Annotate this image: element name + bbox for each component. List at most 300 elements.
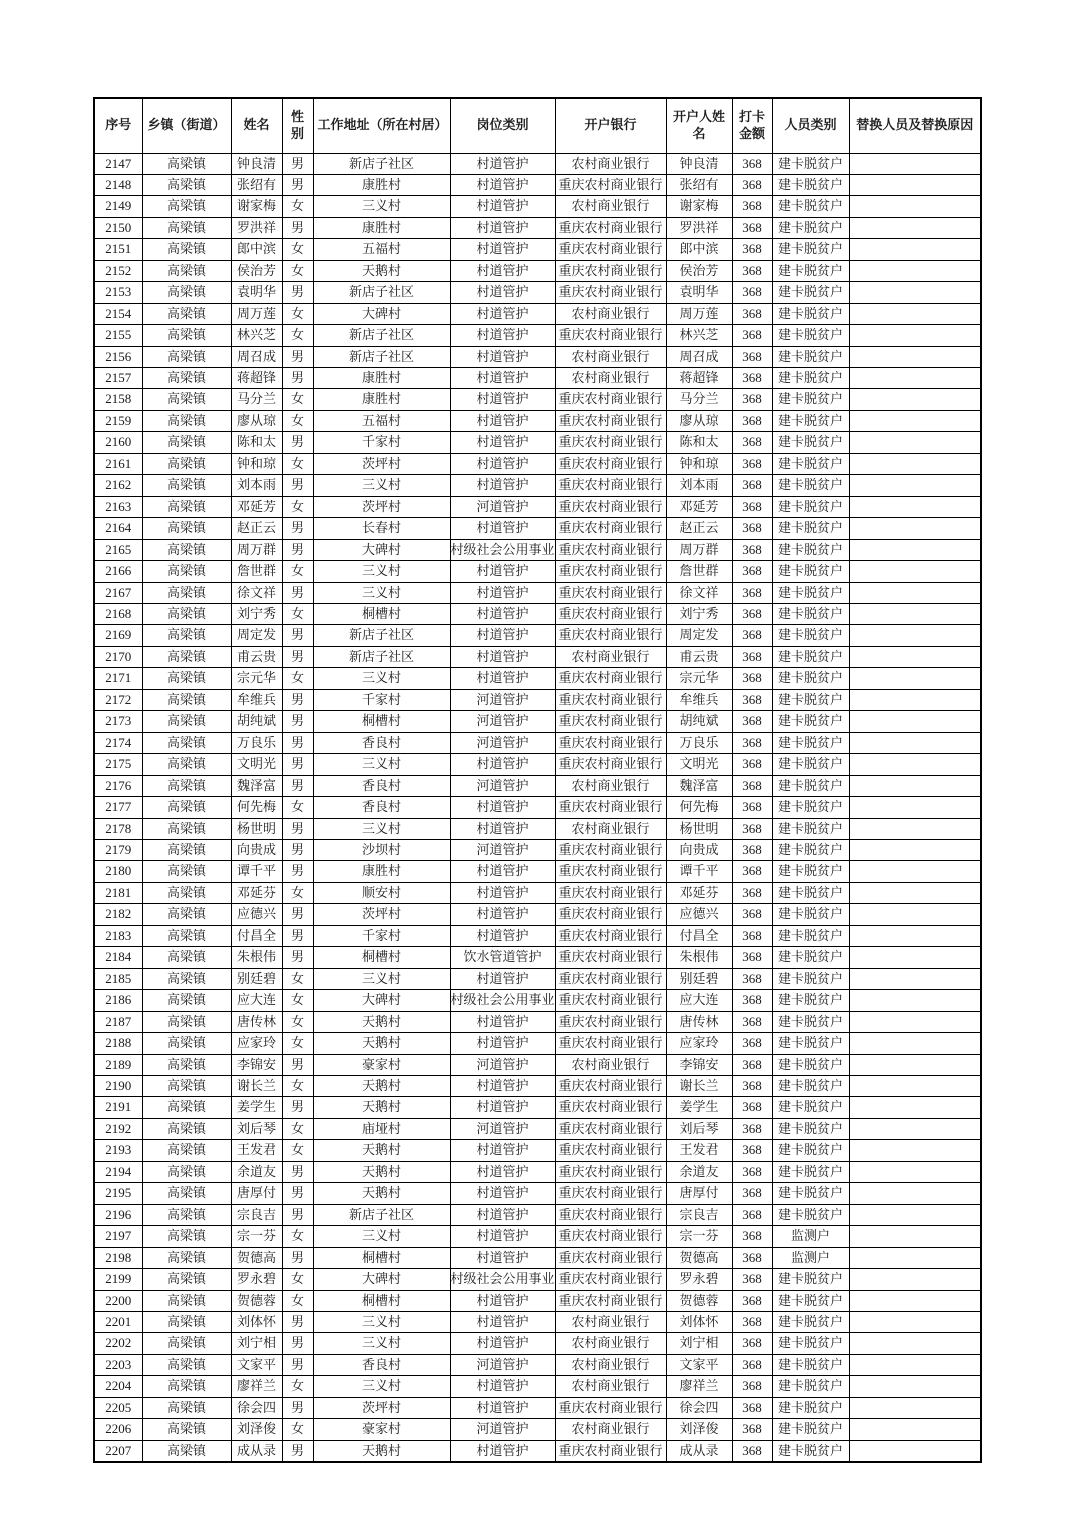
cell-bank: 农村商业银行 (555, 1311, 666, 1332)
cell-gender: 女 (282, 196, 313, 217)
cell-amount: 368 (732, 754, 772, 775)
table-row (94, 818, 981, 839)
cell-serial: 2182 (94, 904, 142, 925)
cell-name: 袁明华 (231, 282, 282, 303)
cell-person_type: 建卡脱贫户 (772, 174, 849, 195)
cell-person_type: 建卡脱贫户 (772, 1161, 849, 1182)
cell-account_name: 徐文祥 (666, 582, 732, 603)
cell-bank: 重庆农村商业银行 (555, 797, 666, 818)
cell-gender: 男 (282, 432, 313, 453)
cell-replacement (849, 925, 981, 946)
cell-gender: 女 (282, 990, 313, 1011)
cell-post_type: 河道管护 (450, 775, 555, 796)
cell-gender: 男 (282, 861, 313, 882)
cell-account_name: 邓延芳 (666, 496, 732, 517)
cell-person_type: 建卡脱贫户 (772, 1011, 849, 1032)
cell-township: 高梁镇 (142, 1397, 231, 1418)
cell-post_type: 村道管护 (450, 239, 555, 260)
cell-replacement (849, 1011, 981, 1032)
cell-amount: 368 (732, 711, 772, 732)
cell-post_type: 村道管护 (450, 410, 555, 431)
cell-gender: 女 (282, 1290, 313, 1311)
cell-gender: 男 (282, 646, 313, 667)
cell-account_name: 牟维兵 (666, 689, 732, 710)
cell-work_address: 三义村 (313, 1226, 450, 1247)
table-row (94, 1054, 981, 1075)
cell-serial: 2162 (94, 475, 142, 496)
table-row (94, 1118, 981, 1139)
cell-account_name: 杨世明 (666, 818, 732, 839)
cell-bank: 农村商业银行 (555, 1419, 666, 1440)
cell-name: 詹世群 (231, 561, 282, 582)
cell-person_type: 建卡脱贫户 (772, 1290, 849, 1311)
table-row (94, 196, 981, 217)
cell-replacement (849, 1204, 981, 1225)
cell-gender: 男 (282, 282, 313, 303)
cell-replacement (849, 1118, 981, 1139)
cell-bank: 农村商业银行 (555, 775, 666, 796)
cell-township: 高梁镇 (142, 861, 231, 882)
cell-township: 高梁镇 (142, 925, 231, 946)
cell-bank: 重庆农村商业银行 (555, 1290, 666, 1311)
table-row (94, 904, 981, 925)
cell-bank: 重庆农村商业银行 (555, 539, 666, 560)
cell-bank: 重庆农村商业银行 (555, 882, 666, 903)
cell-account_name: 胡纯斌 (666, 711, 732, 732)
cell-post_type: 村道管护 (450, 904, 555, 925)
cell-name: 宗元华 (231, 668, 282, 689)
cell-person_type: 建卡脱贫户 (772, 689, 849, 710)
cell-post_type: 村道管护 (450, 368, 555, 389)
cell-amount: 368 (732, 818, 772, 839)
cell-work_address: 康胜村 (313, 174, 450, 195)
cell-serial: 2194 (94, 1161, 142, 1182)
cell-bank: 重庆农村商业银行 (555, 732, 666, 753)
table-row (94, 840, 981, 861)
cell-gender: 女 (282, 1033, 313, 1054)
cell-name: 向贵成 (231, 840, 282, 861)
cell-replacement (849, 668, 981, 689)
cell-amount: 368 (732, 1033, 772, 1054)
cell-work_address: 三义村 (313, 968, 450, 989)
cell-township: 高梁镇 (142, 904, 231, 925)
cell-person_type: 建卡脱贫户 (772, 196, 849, 217)
cell-amount: 368 (732, 1183, 772, 1204)
cell-bank: 农村商业银行 (555, 368, 666, 389)
cell-account_name: 周召成 (666, 346, 732, 367)
cell-serial: 2179 (94, 840, 142, 861)
cell-bank: 农村商业银行 (555, 818, 666, 839)
cell-amount: 368 (732, 282, 772, 303)
cell-gender: 男 (282, 947, 313, 968)
cell-work_address: 茨坪村 (313, 1397, 450, 1418)
cell-serial: 2186 (94, 990, 142, 1011)
cell-account_name: 唐厚付 (666, 1183, 732, 1204)
table-row (94, 346, 981, 367)
cell-person_type: 建卡脱贫户 (772, 904, 849, 925)
cell-township: 高梁镇 (142, 518, 231, 539)
cell-account_name: 何先梅 (666, 797, 732, 818)
cell-account_name: 王发君 (666, 1140, 732, 1161)
cell-account_name: 廖从琼 (666, 410, 732, 431)
cell-name: 甫云贵 (231, 646, 282, 667)
column-header-gender: 性别 (282, 98, 313, 153)
table-row (94, 1333, 981, 1354)
cell-name: 魏泽富 (231, 775, 282, 796)
cell-post_type: 村道管护 (450, 818, 555, 839)
cell-township: 高梁镇 (142, 453, 231, 474)
cell-person_type: 建卡脱贫户 (772, 389, 849, 410)
cell-post_type: 村道管护 (450, 389, 555, 410)
cell-name: 别廷碧 (231, 968, 282, 989)
cell-gender: 男 (282, 1183, 313, 1204)
cell-person_type: 建卡脱贫户 (772, 797, 849, 818)
cell-work_address: 顺安村 (313, 882, 450, 903)
cell-work_address: 茨坪村 (313, 904, 450, 925)
cell-replacement (849, 1354, 981, 1375)
cell-amount: 368 (732, 539, 772, 560)
cell-person_type: 建卡脱贫户 (772, 153, 849, 174)
cell-replacement (849, 475, 981, 496)
cell-post_type: 村道管护 (450, 1140, 555, 1161)
cell-bank: 农村商业银行 (555, 196, 666, 217)
table-row (94, 260, 981, 281)
cell-work_address: 天鹅村 (313, 1140, 450, 1161)
table-row (94, 1226, 981, 1247)
cell-replacement (849, 496, 981, 517)
cell-replacement (849, 625, 981, 646)
cell-township: 高梁镇 (142, 1075, 231, 1096)
cell-serial: 2190 (94, 1075, 142, 1096)
cell-work_address: 香良村 (313, 797, 450, 818)
cell-replacement (849, 1440, 981, 1462)
cell-replacement (849, 754, 981, 775)
cell-serial: 2148 (94, 174, 142, 195)
cell-serial: 2200 (94, 1290, 142, 1311)
cell-township: 高梁镇 (142, 1354, 231, 1375)
cell-gender: 男 (282, 904, 313, 925)
cell-gender: 女 (282, 303, 313, 324)
cell-name: 刘宁秀 (231, 604, 282, 625)
cell-amount: 368 (732, 453, 772, 474)
cell-work_address: 新店子社区 (313, 325, 450, 346)
cell-serial: 2164 (94, 518, 142, 539)
cell-township: 高梁镇 (142, 303, 231, 324)
cell-name: 徐会四 (231, 1397, 282, 1418)
table-row (94, 453, 981, 474)
cell-gender: 女 (282, 1269, 313, 1290)
table-row (94, 174, 981, 195)
table-row (94, 1440, 981, 1462)
cell-replacement (849, 1247, 981, 1268)
table-row (94, 968, 981, 989)
cell-post_type: 村道管护 (450, 153, 555, 174)
cell-name: 周定发 (231, 625, 282, 646)
cell-amount: 368 (732, 153, 772, 174)
cell-name: 朱根伟 (231, 947, 282, 968)
cell-name: 贺德蓉 (231, 1290, 282, 1311)
cell-township: 高梁镇 (142, 947, 231, 968)
cell-gender: 女 (282, 668, 313, 689)
cell-gender: 男 (282, 711, 313, 732)
cell-name: 周召成 (231, 346, 282, 367)
cell-gender: 男 (282, 153, 313, 174)
table-row (94, 1290, 981, 1311)
column-header-replacement: 替换人员及替换原因 (849, 98, 981, 153)
cell-bank: 重庆农村商业银行 (555, 410, 666, 431)
cell-work_address: 五福村 (313, 239, 450, 260)
cell-replacement (849, 174, 981, 195)
cell-name: 蒋超锋 (231, 368, 282, 389)
cell-township: 高梁镇 (142, 732, 231, 753)
cell-township: 高梁镇 (142, 882, 231, 903)
cell-amount: 368 (732, 925, 772, 946)
cell-post_type: 村道管护 (450, 260, 555, 281)
table-row (94, 1354, 981, 1375)
cell-account_name: 宗良吉 (666, 1204, 732, 1225)
cell-amount: 368 (732, 797, 772, 818)
cell-serial: 2178 (94, 818, 142, 839)
cell-serial: 2172 (94, 689, 142, 710)
cell-post_type: 村道管护 (450, 1247, 555, 1268)
cell-work_address: 天鹅村 (313, 1011, 450, 1032)
cell-replacement (849, 389, 981, 410)
cell-work_address: 天鹅村 (313, 1097, 450, 1118)
cell-gender: 女 (282, 968, 313, 989)
cell-gender: 男 (282, 1397, 313, 1418)
table-row (94, 668, 981, 689)
cell-township: 高梁镇 (142, 325, 231, 346)
cell-post_type: 村道管护 (450, 1376, 555, 1397)
cell-replacement (849, 1226, 981, 1247)
cell-township: 高梁镇 (142, 539, 231, 560)
cell-township: 高梁镇 (142, 389, 231, 410)
cell-work_address: 三义村 (313, 1333, 450, 1354)
cell-account_name: 谭千平 (666, 861, 732, 882)
cell-post_type: 村道管护 (450, 1311, 555, 1332)
cell-bank: 重庆农村商业银行 (555, 582, 666, 603)
cell-bank: 重庆农村商业银行 (555, 174, 666, 195)
cell-post_type: 村级社会公用事业 (450, 1269, 555, 1290)
cell-person_type: 建卡脱贫户 (772, 646, 849, 667)
cell-amount: 368 (732, 325, 772, 346)
cell-amount: 368 (732, 389, 772, 410)
cell-replacement (849, 646, 981, 667)
cell-bank: 重庆农村商业银行 (555, 1011, 666, 1032)
cell-account_name: 魏泽富 (666, 775, 732, 796)
cell-replacement (849, 153, 981, 174)
cell-gender: 女 (282, 1075, 313, 1096)
table-row (94, 475, 981, 496)
table-head (94, 98, 981, 153)
cell-bank: 农村商业银行 (555, 1376, 666, 1397)
cell-work_address: 天鹅村 (313, 1161, 450, 1182)
cell-township: 高梁镇 (142, 582, 231, 603)
cell-name: 余道友 (231, 1161, 282, 1182)
cell-bank: 重庆农村商业银行 (555, 260, 666, 281)
cell-serial: 2165 (94, 539, 142, 560)
cell-serial: 2173 (94, 711, 142, 732)
cell-work_address: 千家村 (313, 689, 450, 710)
cell-amount: 368 (732, 1397, 772, 1418)
cell-serial: 2149 (94, 196, 142, 217)
cell-post_type: 村级社会公用事业 (450, 990, 555, 1011)
cell-replacement (849, 1161, 981, 1182)
cell-amount: 368 (732, 1269, 772, 1290)
table-row (94, 1397, 981, 1418)
table-row (94, 732, 981, 753)
cell-work_address: 豪家村 (313, 1054, 450, 1075)
cell-bank: 重庆农村商业银行 (555, 1397, 666, 1418)
cell-work_address: 三义村 (313, 196, 450, 217)
cell-bank: 重庆农村商业银行 (555, 453, 666, 474)
cell-gender: 女 (282, 453, 313, 474)
cell-bank: 重庆农村商业银行 (555, 432, 666, 453)
table-row (94, 1419, 981, 1440)
cell-gender: 男 (282, 1354, 313, 1375)
cell-replacement (849, 325, 981, 346)
cell-gender: 男 (282, 582, 313, 603)
cell-name: 文明光 (231, 754, 282, 775)
cell-replacement (849, 882, 981, 903)
cell-serial: 2197 (94, 1226, 142, 1247)
header-row (94, 98, 981, 153)
cell-amount: 368 (732, 861, 772, 882)
cell-account_name: 陈和太 (666, 432, 732, 453)
cell-account_name: 林兴芝 (666, 325, 732, 346)
cell-account_name: 姜学生 (666, 1097, 732, 1118)
cell-work_address: 桐槽村 (313, 711, 450, 732)
cell-post_type: 村道管护 (450, 561, 555, 582)
cell-account_name: 万良乐 (666, 732, 732, 753)
cell-gender: 女 (282, 1419, 313, 1440)
cell-person_type: 建卡脱贫户 (772, 368, 849, 389)
cell-serial: 2175 (94, 754, 142, 775)
cell-name: 唐厚付 (231, 1183, 282, 1204)
cell-gender: 女 (282, 604, 313, 625)
cell-replacement (849, 539, 981, 560)
cell-post_type: 村道管护 (450, 604, 555, 625)
cell-amount: 368 (732, 1354, 772, 1375)
cell-amount: 368 (732, 1333, 772, 1354)
cell-amount: 368 (732, 496, 772, 517)
table-row (94, 990, 981, 1011)
cell-gender: 女 (282, 410, 313, 431)
cell-replacement (849, 775, 981, 796)
cell-amount: 368 (732, 410, 772, 431)
cell-serial: 2205 (94, 1397, 142, 1418)
cell-bank: 重庆农村商业银行 (555, 1183, 666, 1204)
cell-post_type: 河道管护 (450, 1118, 555, 1139)
cell-bank: 重庆农村商业银行 (555, 1440, 666, 1462)
cell-bank: 重庆农村商业银行 (555, 475, 666, 496)
cell-work_address: 千家村 (313, 925, 450, 946)
cell-township: 高梁镇 (142, 1226, 231, 1247)
cell-gender: 男 (282, 346, 313, 367)
table-row (94, 217, 981, 238)
cell-account_name: 刘后琴 (666, 1118, 732, 1139)
cell-person_type: 建卡脱贫户 (772, 1333, 849, 1354)
cell-replacement (849, 1290, 981, 1311)
cell-account_name: 刘泽俊 (666, 1419, 732, 1440)
table-row (94, 432, 981, 453)
cell-township: 高梁镇 (142, 689, 231, 710)
cell-name: 王发君 (231, 1140, 282, 1161)
cell-amount: 368 (732, 368, 772, 389)
cell-account_name: 唐传林 (666, 1011, 732, 1032)
column-header-work_address: 工作地址（所在村居） (313, 98, 450, 153)
cell-bank: 重庆农村商业银行 (555, 604, 666, 625)
cell-account_name: 罗洪祥 (666, 217, 732, 238)
table-row (94, 1033, 981, 1054)
cell-serial: 2150 (94, 217, 142, 238)
cell-person_type: 建卡脱贫户 (772, 1097, 849, 1118)
cell-serial: 2196 (94, 1204, 142, 1225)
cell-serial: 2154 (94, 303, 142, 324)
cell-serial: 2191 (94, 1097, 142, 1118)
cell-person_type: 建卡脱贫户 (772, 561, 849, 582)
cell-township: 高梁镇 (142, 1161, 231, 1182)
cell-work_address: 香良村 (313, 775, 450, 796)
cell-account_name: 刘宁相 (666, 1333, 732, 1354)
cell-name: 成从录 (231, 1440, 282, 1462)
cell-account_name: 贺德高 (666, 1247, 732, 1268)
cell-replacement (849, 453, 981, 474)
cell-post_type: 河道管护 (450, 1419, 555, 1440)
cell-serial: 2176 (94, 775, 142, 796)
cell-bank: 重庆农村商业银行 (555, 668, 666, 689)
cell-person_type: 建卡脱贫户 (772, 346, 849, 367)
cell-work_address: 康胜村 (313, 389, 450, 410)
cell-post_type: 村道管护 (450, 475, 555, 496)
cell-work_address: 千家村 (313, 432, 450, 453)
cell-gender: 男 (282, 775, 313, 796)
cell-account_name: 廖祥兰 (666, 1376, 732, 1397)
cell-work_address: 大碑村 (313, 539, 450, 560)
cell-gender: 男 (282, 754, 313, 775)
cell-account_name: 应大连 (666, 990, 732, 1011)
cell-work_address: 新店子社区 (313, 646, 450, 667)
cell-gender: 男 (282, 625, 313, 646)
cell-post_type: 村道管护 (450, 346, 555, 367)
cell-township: 高梁镇 (142, 1011, 231, 1032)
cell-account_name: 刘宁秀 (666, 604, 732, 625)
cell-name: 何先梅 (231, 797, 282, 818)
cell-account_name: 钟和琼 (666, 453, 732, 474)
cell-name: 马分兰 (231, 389, 282, 410)
cell-work_address: 香良村 (313, 732, 450, 753)
cell-serial: 2201 (94, 1311, 142, 1332)
cell-account_name: 宗元华 (666, 668, 732, 689)
cell-amount: 368 (732, 582, 772, 603)
cell-amount: 368 (732, 689, 772, 710)
cell-post_type: 村道管护 (450, 217, 555, 238)
cell-replacement (849, 1054, 981, 1075)
cell-bank: 重庆农村商业银行 (555, 1226, 666, 1247)
cell-name: 姜学生 (231, 1097, 282, 1118)
cell-person_type: 建卡脱贫户 (772, 582, 849, 603)
cell-account_name: 邓延芬 (666, 882, 732, 903)
cell-amount: 368 (732, 432, 772, 453)
table-row (94, 882, 981, 903)
cell-account_name: 张绍有 (666, 174, 732, 195)
cell-township: 高梁镇 (142, 711, 231, 732)
cell-name: 付昌全 (231, 925, 282, 946)
cell-amount: 368 (732, 1118, 772, 1139)
cell-bank: 农村商业银行 (555, 1333, 666, 1354)
cell-post_type: 河道管护 (450, 1354, 555, 1375)
cell-person_type: 建卡脱贫户 (772, 668, 849, 689)
